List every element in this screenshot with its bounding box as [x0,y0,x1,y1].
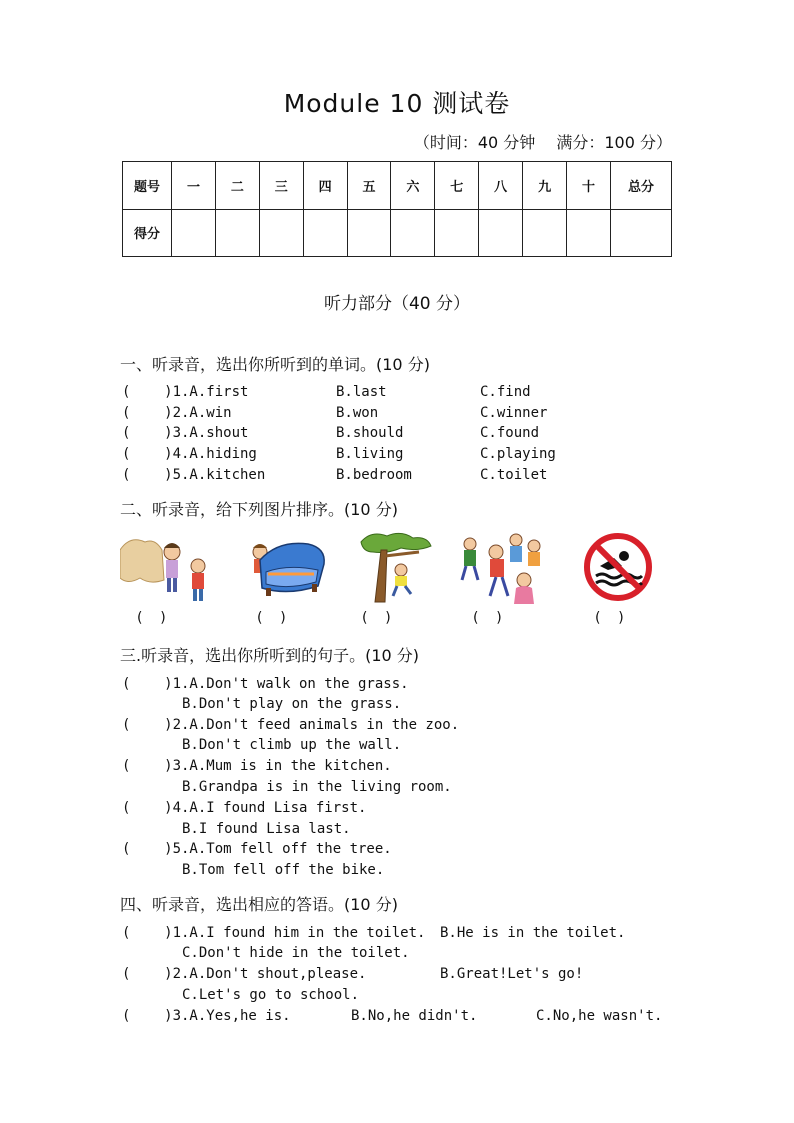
sec3-q3-option-b: B.Grandpa is in the living room. [182,779,452,795]
picture-2-blank[interactable]: ( ) [257,610,286,626]
header-cell: 总分 [611,162,672,210]
picture-5-blank[interactable]: ( ) [595,610,624,626]
sec3-q5-option-b: B.Tom fell off the bike. [182,862,385,878]
score-cell [391,209,435,257]
option-c: C.found [480,425,540,441]
picture-sofa [238,530,330,605]
sec3-q3-option-a: ( )3.A.Mum is in the kitchen. [122,758,392,774]
picture-tree-fall [357,530,439,605]
sec4-q3-option-b: B.No,he didn't. [351,1008,478,1024]
header-cell: 十 [567,162,611,210]
option-b: B.living [336,446,404,462]
option-c: C.toilet [480,467,548,483]
sec4-q1-option-a: ( )1.A.I found him in the toilet. [122,925,426,941]
section-2-title: 二、听录音，给下列图片排序。(10 分) [120,500,398,519]
score-cell [172,209,216,257]
picture-3-blank[interactable]: ( ) [362,610,391,626]
option-a: ( )2.A.win [122,405,232,421]
header-cell: 六 [391,162,435,210]
option-c: C.winner [480,405,548,421]
score-row-label: 得分 [123,209,172,257]
option-c: C.playing [480,446,556,462]
sec3-q4-option-a: ( )4.A.I found Lisa first. [122,800,367,816]
sec4-q1-option-b: B.He is in the toilet. [440,925,626,941]
score-table [122,161,672,257]
option-a: ( )3.A.shout [122,425,249,441]
sec1-question-2 [122,403,682,423]
sec3-q1-option-b: B.Don't play on the grass. [182,696,402,712]
exam-info: （时间：40 分钟 满分：100 分） [413,133,672,152]
sec4-q2-option-c: C.Let's go to school. [182,987,360,1003]
sec1-question-4 [122,444,682,464]
score-cell [303,209,347,257]
sec4-q3-option-c: C.No,he wasn't. [536,1008,663,1024]
score-cell [611,209,672,257]
header-cell: 题号 [123,162,172,210]
option-c: C.find [480,384,531,400]
page-title: Module 10 测试卷 [283,89,511,118]
picture-1-blank[interactable]: ( ) [137,610,166,626]
picture-kids-playing [458,530,546,605]
sec1-question-1 [122,382,682,402]
sec4-q2-option-b: B.Great!Let's go! [440,966,584,982]
section-1-title: 一、听录音，选出你所听到的单词。(10 分) [120,355,430,374]
header-cell: 七 [435,162,479,210]
option-b: B.should [336,425,404,441]
picture-4-blank[interactable]: ( ) [473,610,502,626]
listening-part-title: 听力部分（40 分） [323,294,471,314]
header-cell: 八 [479,162,523,210]
score-cell [567,209,611,257]
sec1-question-5 [122,465,682,485]
option-a: ( )5.A.kitchen [122,467,266,483]
no-swimming-sign-icon [582,530,654,605]
score-cell [435,209,479,257]
sec4-q3-option-a: ( )3.A.Yes,he is. [122,1008,291,1024]
header-cell: 二 [215,162,259,210]
score-cell [347,209,391,257]
header-cell: 五 [347,162,391,210]
header-cell: 一 [172,162,216,210]
score-cell [259,209,303,257]
option-b: B.won [336,405,379,421]
sec4-q1-option-c: C.Don't hide in the toilet. [182,945,410,961]
option-a: ( )1.A.first [122,384,249,400]
score-table-header-row [123,162,672,210]
sec3-q1-option-a: ( )1.A.Don't walk on the grass. [122,676,409,692]
sec3-q5-option-a: ( )5.A.Tom fell off the tree. [122,841,392,857]
sec3-q2-option-a: ( )2.A.Don't feed animals in the zoo. [122,717,460,733]
header-cell: 四 [303,162,347,210]
sec3-q2-option-b: B.Don't climb up the wall. [182,737,402,753]
score-cell [215,209,259,257]
header-cell: 三 [259,162,303,210]
picture-kids-hiding [120,530,212,605]
sec4-q2-option-a: ( )2.A.Don't shout,please. [122,966,367,982]
section-4-title: 四、听录音，选出相应的答语。(10 分) [120,895,398,914]
sec3-q4-option-b: B.I found Lisa last. [182,821,351,837]
header-cell: 九 [523,162,567,210]
option-a: ( )4.A.hiding [122,446,257,462]
score-cell [523,209,567,257]
section-3-title: 三.听录音，选出你所听到的句子。(10 分) [120,646,420,665]
option-b: B.bedroom [336,467,412,483]
option-b: B.last [336,384,387,400]
score-cell [479,209,523,257]
score-table-score-row [123,209,672,257]
sec1-question-3 [122,423,682,443]
